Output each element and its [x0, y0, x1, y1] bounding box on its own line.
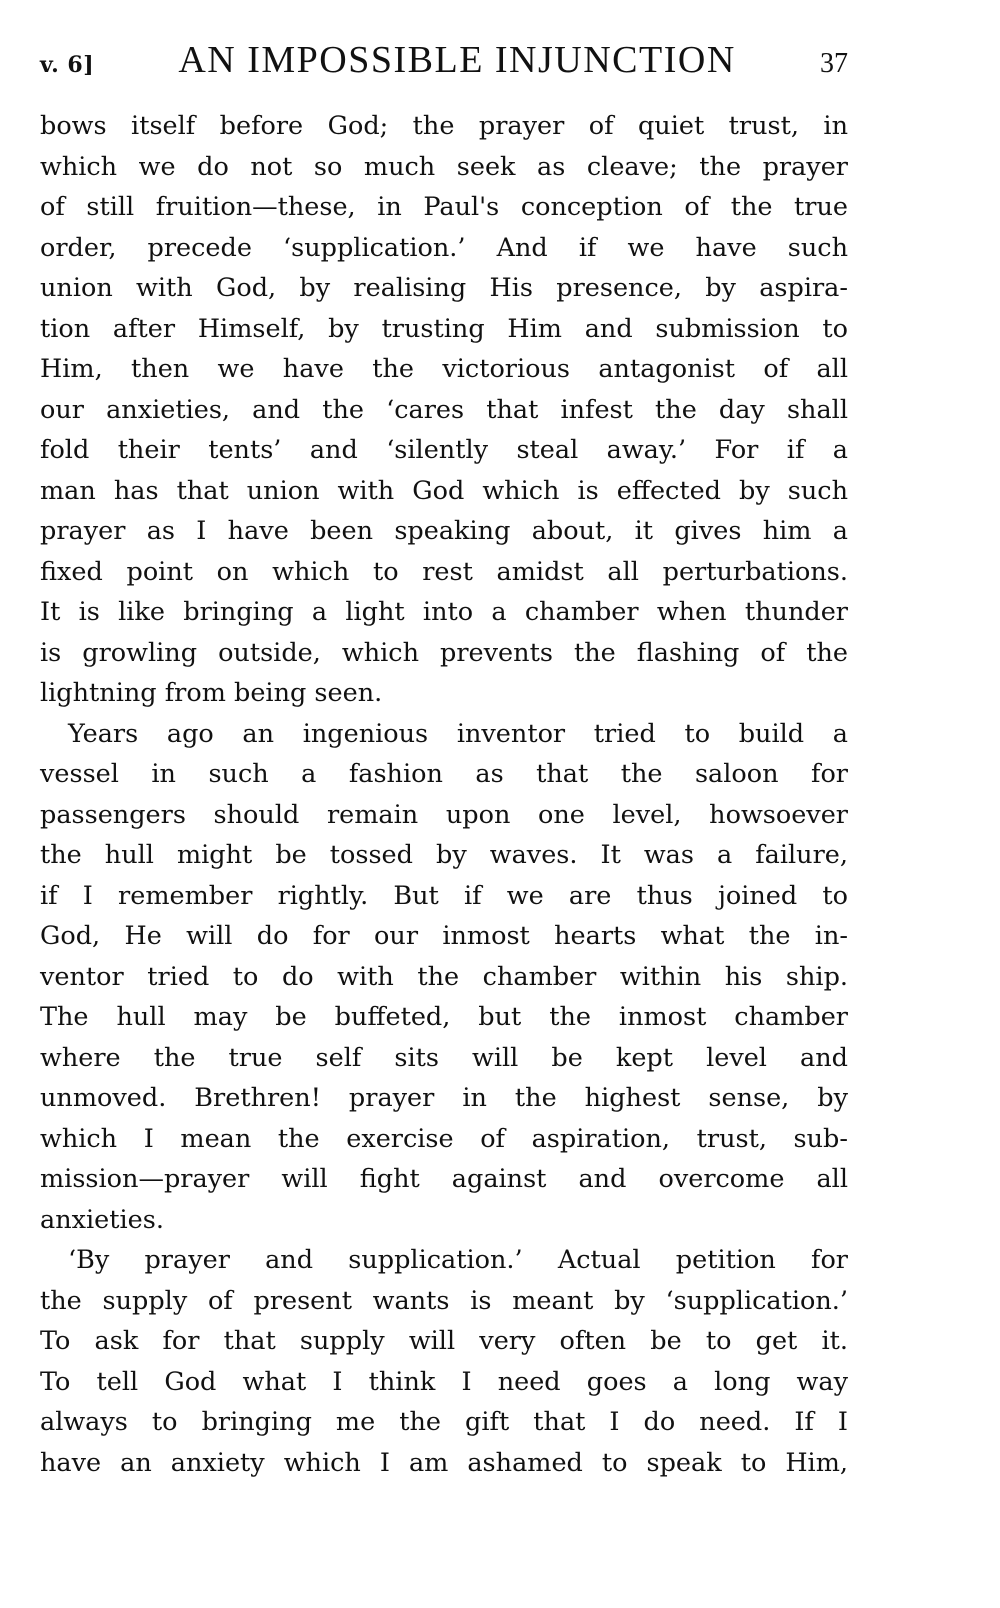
text-line: which we do not so much seek as cleave; the prayer	[40, 151, 848, 182]
text-line: vessel in such a fashion as that the saloon for	[40, 759, 848, 789]
text-line: To ask for that supply will very often be to get it.	[40, 1326, 848, 1356]
text-line: The hull may be buffeted, but the inmost chamber	[40, 1002, 848, 1032]
text-line: God, He will do for our inmost hearts what the in-	[40, 921, 848, 951]
text-line: order, precede ‘supplication.’ And if we have such	[40, 232, 848, 263]
text-line: if I remember rightly. But if we are thus joined to	[40, 880, 848, 911]
text-line: is growling outside, which prevents the flashing of the	[40, 637, 848, 668]
text-line: union with God, by realising His presence, by aspira-	[40, 273, 848, 303]
text-line: of still fruition—these, in Paul's conception of the true	[40, 192, 848, 222]
running-head	[40, 38, 848, 92]
text-line: It is like bringing a light into a chamber when thunder	[40, 597, 848, 627]
text-line: man has that union with God which is effected by such	[40, 475, 848, 506]
text-line: bows itself before God; the prayer of quiet trust, in	[40, 111, 848, 141]
text-line: have an anxiety which I am ashamed to speak to Him,	[40, 1447, 848, 1478]
text-line: always to bringing me the gift that I do need. If I	[40, 1407, 848, 1437]
chapter-verse-reference: v. 6]	[40, 52, 95, 78]
text-line: the supply of present wants is meant by ‘supplication.’	[40, 1285, 848, 1316]
text-line: tion after Himself, by trusting Him and submission to	[40, 313, 848, 344]
text-line: our anxieties, and the ‘cares that infest the day shall	[40, 394, 848, 425]
page-number: 37	[819, 48, 848, 79]
text-line: passengers should remain upon one level, howsoever	[40, 799, 848, 830]
text-line: the hull might be tossed by waves. It was a failure,	[40, 840, 848, 870]
book-page	[40, 38, 848, 1483]
body-text	[40, 106, 848, 1483]
text-line: fold their tents’ and ‘silently steal away.’ For if a	[40, 435, 848, 465]
paragraph-3	[40, 1240, 848, 1483]
text-line: mission—prayer will fight against and overcome all	[40, 1164, 848, 1194]
text-line: ventor tried to do with the chamber within his ship.	[40, 961, 848, 992]
text-line: ‘By prayer and supplication.’ Actual petition for	[68, 1245, 848, 1275]
text-line: unmoved. Brethren! prayer in the highest sense, by	[40, 1083, 848, 1113]
running-title: AN IMPOSSIBLE INJUNCTION	[178, 39, 736, 81]
text-line: where the true self sits will be kept level and	[40, 1042, 848, 1073]
text-line: To tell God what I think I need goes a long way	[40, 1366, 848, 1397]
paragraph-2	[40, 714, 848, 1241]
text-line: fixed point on which to rest amidst all perturbations.	[40, 556, 848, 587]
text-line: anxieties.	[40, 1204, 164, 1235]
text-line: Years ago an ingenious inventor tried to build a	[68, 718, 848, 749]
paragraph-1	[40, 106, 848, 714]
text-line: Him, then we have the victorious antagonist of all	[40, 354, 848, 384]
text-line: which I mean the exercise of aspiration, trust, sub-	[40, 1123, 848, 1154]
text-line: prayer as I have been speaking about, it gives him a	[40, 516, 848, 546]
text-line: lightning from being seen.	[40, 678, 383, 708]
